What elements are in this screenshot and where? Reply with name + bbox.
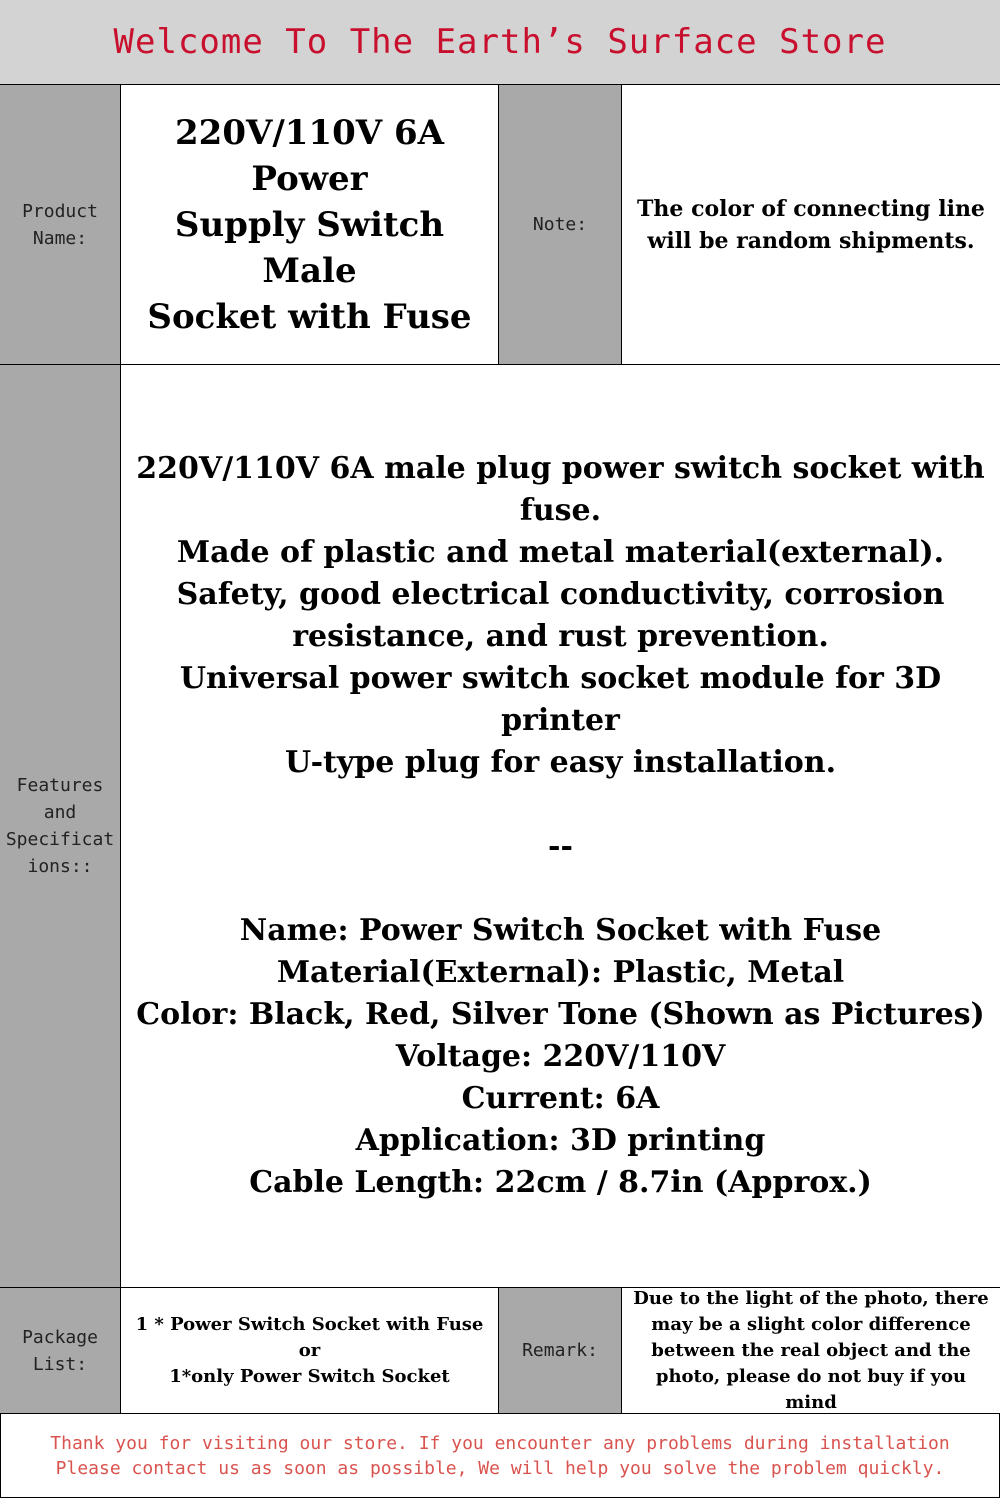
column-divider [120,85,121,1413]
note-label [499,85,621,364]
package-label-line: Package [22,1326,98,1348]
spec-line: Current: 6A [461,1081,660,1116]
column-divider [621,85,622,364]
column-divider [498,1288,499,1413]
note-value [622,85,1000,364]
product-name-value [121,85,498,364]
remark-text: Due to the light of the photo, there may be a slight color difference between the real object and the photo, please do not buy if you mind [633,1287,989,1413]
feature-line: U-type plug for easy installation. [284,745,837,780]
product-name-label-line: Product [22,200,98,222]
feature-line: Made of plastic and metal material(external). [176,535,945,570]
row-divider [0,1287,1000,1288]
product-name-line: Socket with Fuse [147,296,472,337]
features-separator: -- [548,829,573,864]
features-value [121,365,1000,1287]
feature-line: 220V/110V 6A male plug power switch socket with fuse. [136,451,985,528]
spec-line: Name: Power Switch Socket with Fuse [239,913,882,948]
features-label-line: Specificat [5,829,115,850]
feature-line: Universal power switch socket module for 3D printer [179,661,942,738]
features-label-line: Features [16,775,104,796]
product-name-line: 220V/110V 6A Power [175,112,444,199]
footer-line: Thank you for visiting our store. If you encounter any problems during installation [50,1433,950,1454]
column-divider [621,1288,622,1413]
spec-line: Voltage: 220V/110V [395,1039,726,1074]
remark-value [622,1288,1000,1413]
store-header [0,0,1000,85]
product-name-line: Supply Switch Male [174,204,445,291]
column-divider [498,85,499,364]
row-divider [0,364,1000,365]
remark-label-text: Remark: [522,1340,598,1361]
features-label-line: and [43,802,77,823]
spec-line: Material(External): Plastic, Metal [276,955,845,990]
note-label-text: Note: [532,214,588,235]
package-line: or [298,1339,321,1361]
features-label [0,365,120,1287]
store-footer [0,1414,1000,1498]
spec-line: Application: 3D printing [355,1123,766,1158]
package-line: 1*only Power Switch Socket [169,1365,450,1387]
feature-line: resistance, and rust prevention. [292,619,829,654]
feature-line: Safety, good electrical conductivity, corrosion [176,577,945,612]
footer-line: Please contact us as soon as possible, We will help you solve the problem quickly. [55,1458,945,1479]
product-name-label-line: Name: [32,227,88,249]
spec-line: Color: Black, Red, Silver Tone (Shown as Pictures) [136,997,985,1032]
package-label [0,1288,120,1413]
package-value [121,1288,498,1413]
spec-line: Cable Length: 22cm / 8.7in (Approx.) [249,1165,872,1200]
remark-label [499,1288,621,1413]
features-label-line: ions:: [27,856,93,877]
store-title: Welcome To The Earth’s Surface Store [113,22,887,62]
package-label-line: List: [32,1353,88,1375]
product-name-label [0,85,120,364]
package-line: 1 * Power Switch Socket with Fuse [135,1313,484,1335]
note-text: The color of connecting line will be random shipments. [637,195,985,254]
